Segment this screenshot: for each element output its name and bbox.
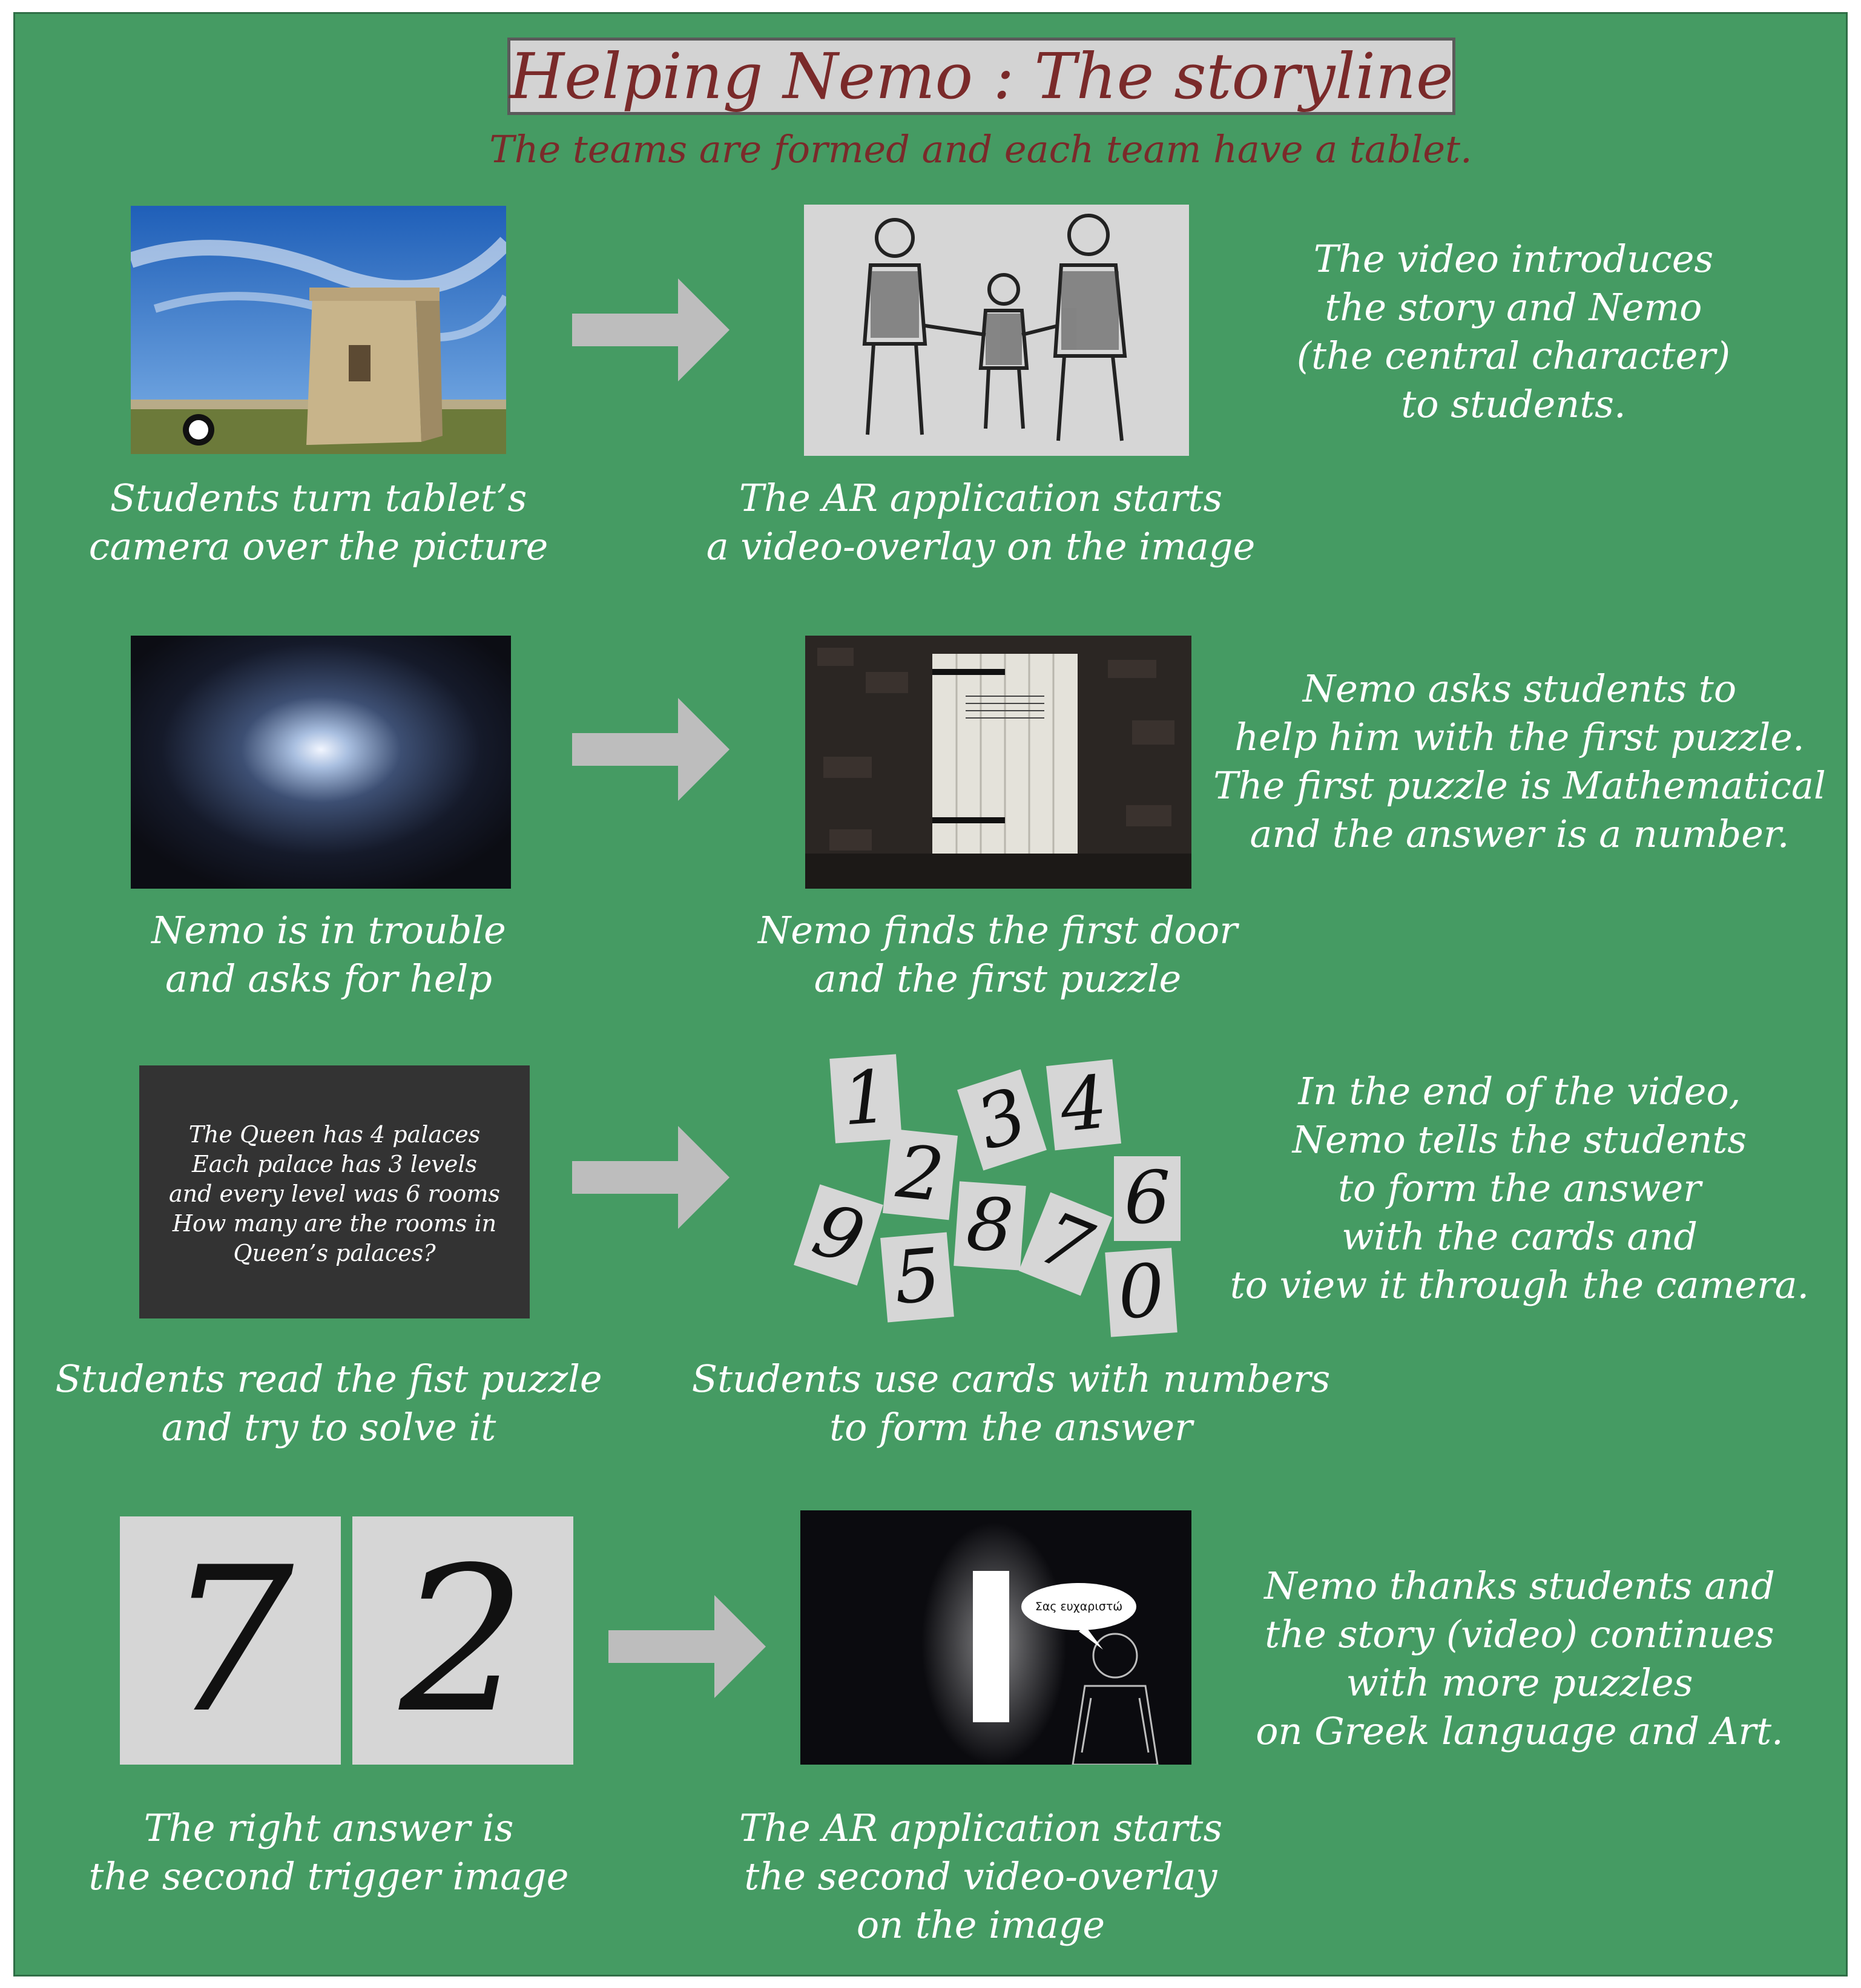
caption-line: Nemo finds the first door xyxy=(758,908,1237,952)
caption-line: The AR application starts xyxy=(739,476,1223,520)
caption-line: and try to solve it xyxy=(161,1405,496,1449)
caption-line: Nemo is in trouble xyxy=(151,908,506,952)
puzzle-line: Each palace has 3 levels xyxy=(191,1151,478,1177)
puzzle-line: How many are the rooms in xyxy=(172,1210,497,1237)
row4-description-line: Nemo thanks students and xyxy=(1264,1564,1775,1608)
caption-line: to form the answer xyxy=(829,1405,1193,1449)
row3-description-line: to view it through the camera. xyxy=(1230,1263,1810,1307)
speech-bubble: Σας ευχαριστώ xyxy=(1021,1583,1136,1630)
arrow-row3 xyxy=(572,1126,730,1229)
caption-line: the second trigger image xyxy=(88,1854,569,1898)
page-title: Helping Nemo : The storyline xyxy=(509,39,1454,113)
tower-photo xyxy=(131,206,506,454)
row1-mid-caption xyxy=(678,474,1283,571)
row3-description-line: In the end of the video, xyxy=(1298,1069,1741,1113)
number-card: 1 xyxy=(829,1054,901,1143)
row3-description xyxy=(1199,1067,1840,1309)
row2-description-line: Nemo asks students to xyxy=(1302,667,1737,711)
number-card: 5 xyxy=(880,1232,954,1322)
row1-left-caption xyxy=(16,474,621,571)
row2-description xyxy=(1199,665,1840,858)
puzzle-line: The Queen has 4 palaces xyxy=(188,1121,481,1148)
row4-left-caption xyxy=(26,1804,631,1901)
caption-line: Students use cards with numbers xyxy=(691,1357,1331,1401)
number-card: 7 xyxy=(1019,1192,1112,1295)
number-card: 3 xyxy=(957,1069,1047,1170)
subtitle: The teams are formed and each team have a tablet. xyxy=(489,127,1472,171)
row3-description-line: with the cards and xyxy=(1342,1214,1698,1259)
caption-line: and asks for help xyxy=(165,956,492,1001)
row3-left-caption xyxy=(26,1355,631,1452)
caption-line: The AR application starts xyxy=(739,1806,1223,1850)
tunnel-photo xyxy=(131,636,511,889)
row1-description-line: The video introduces xyxy=(1313,237,1714,281)
row4-description-line: with more puzzles xyxy=(1346,1661,1693,1705)
number-card: 8 xyxy=(954,1181,1026,1270)
row2-description-line: The first puzzle is Mathematical xyxy=(1213,763,1826,808)
row2-description-line: and the answer is a number. xyxy=(1250,812,1790,856)
title-box xyxy=(507,38,1455,115)
row1-description-line: to students. xyxy=(1401,382,1626,426)
puzzle-card xyxy=(139,1065,530,1318)
number-card: 6 xyxy=(1114,1156,1181,1241)
puzzle-line: Queen’s palaces? xyxy=(233,1240,436,1266)
row4-description-line: on Greek language and Art. xyxy=(1256,1709,1784,1753)
row1-description-line: the story and Nemo xyxy=(1325,285,1702,329)
puzzle-text xyxy=(139,1120,530,1268)
answer-card: 2 xyxy=(352,1516,573,1765)
row1-description xyxy=(1205,235,1822,429)
row2-left-caption xyxy=(26,906,631,1003)
caption-line: Students turn tablet’s xyxy=(110,476,527,520)
row3-mid-caption xyxy=(690,1355,1332,1452)
puzzle-line: and every level was 6 rooms xyxy=(169,1180,500,1207)
arrow-row1 xyxy=(572,278,730,381)
caption-line: Students read the fist puzzle xyxy=(55,1357,602,1401)
answer-card: 7 xyxy=(120,1516,341,1765)
number-card: 9 xyxy=(794,1184,883,1285)
arrow-row4 xyxy=(608,1595,766,1698)
caption-line: The right answer is xyxy=(143,1806,514,1850)
row3-description-line: to form the answer xyxy=(1338,1166,1701,1210)
row4-description-line: the story (video) continues xyxy=(1265,1612,1774,1656)
caption-line: the second video-overlay xyxy=(744,1854,1217,1898)
number-cards xyxy=(775,1053,1211,1350)
number-card: 2 xyxy=(883,1129,958,1220)
family-sketch xyxy=(804,205,1189,456)
number-card: 0 xyxy=(1105,1248,1177,1337)
row2-description-line: help him with the first puzzle. xyxy=(1234,715,1805,759)
row3-description-line: Nemo tells the students xyxy=(1292,1117,1747,1162)
row1-description-line: (the central character) xyxy=(1296,334,1731,378)
door-photo xyxy=(805,636,1191,889)
caption-line: on the image xyxy=(856,1903,1105,1947)
caption-line: a video-overlay on the image xyxy=(706,524,1256,568)
arrow-row2 xyxy=(572,698,730,801)
number-card: 4 xyxy=(1046,1059,1121,1151)
caption-line: camera over the picture xyxy=(88,524,548,568)
caption-line: and the first puzzle xyxy=(814,956,1182,1001)
open-door-video xyxy=(800,1510,1191,1765)
row4-mid-caption xyxy=(678,1804,1283,1949)
row4-description xyxy=(1199,1562,1840,1756)
row2-mid-caption xyxy=(695,906,1300,1003)
